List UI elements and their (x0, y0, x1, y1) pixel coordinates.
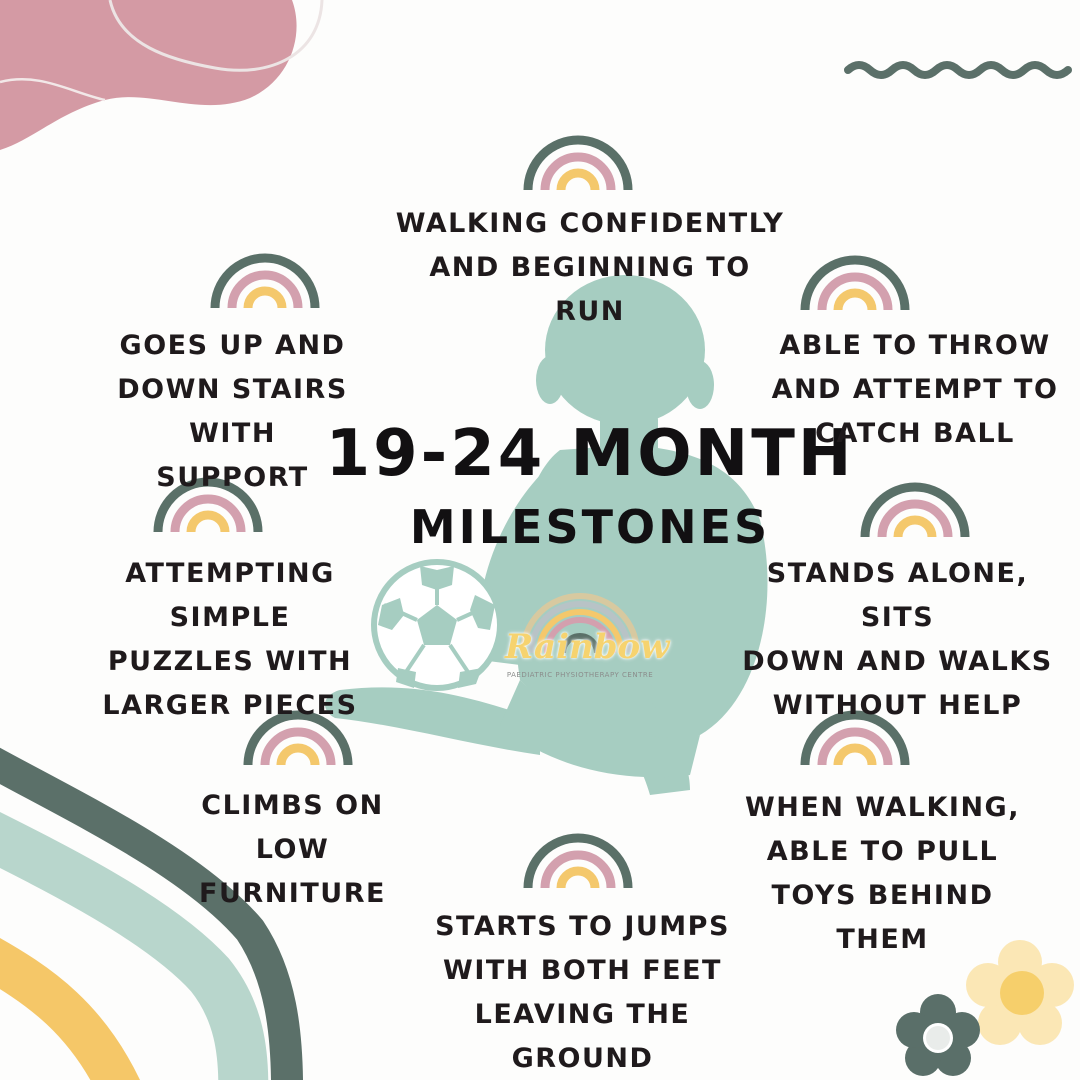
rainbow-icon (795, 230, 915, 315)
milestone-climbs: CLIMBS ON LOW FURNITURE (199, 790, 386, 909)
milestone-walking: WALKING CONFIDENTLY AND BEGINNING TO RUN (395, 208, 785, 327)
rainbow-logo (505, 585, 670, 695)
page-title: 19-24 MONTH (325, 417, 855, 491)
flower-icon (896, 994, 980, 1076)
milestone-stands: STANDS ALONE, SITS DOWN AND WALKS WITHOUT HELP (742, 558, 1053, 721)
rainbow-icon (518, 110, 638, 195)
rainbow-icon (205, 228, 325, 313)
milestone-jumps: STARTS TO JUMPS WITH BOTH FEET LEAVING THE GROUND (435, 911, 730, 1074)
page-subtitle: MILESTONES (409, 500, 771, 554)
logo-wordmark: Rainbow (505, 627, 670, 667)
milestone-stairs: GOES UP AND DOWN STAIRS WITH SUPPORT (117, 330, 348, 493)
milestone-pull: WHEN WALKING, ABLE TO PULL TOYS BEHIND THEM (745, 792, 1020, 955)
milestone-puzzles: ATTEMPTING SIMPLE PUZZLES WITH LARGER PIECES (102, 558, 358, 721)
pink-blob-shape (0, 0, 297, 150)
rainbow-icon (518, 808, 638, 893)
stripe-yellow (0, 952, 125, 1080)
wavy-line (848, 65, 1068, 75)
logo-subtitle: PAEDIATRIC PHYSIOTHERAPY CENTRE (506, 671, 654, 679)
milestone-throw: ABLE TO THROW AND ATTEMPT TO CATCH BALL (771, 330, 1059, 449)
rainbow-icon (855, 457, 975, 542)
